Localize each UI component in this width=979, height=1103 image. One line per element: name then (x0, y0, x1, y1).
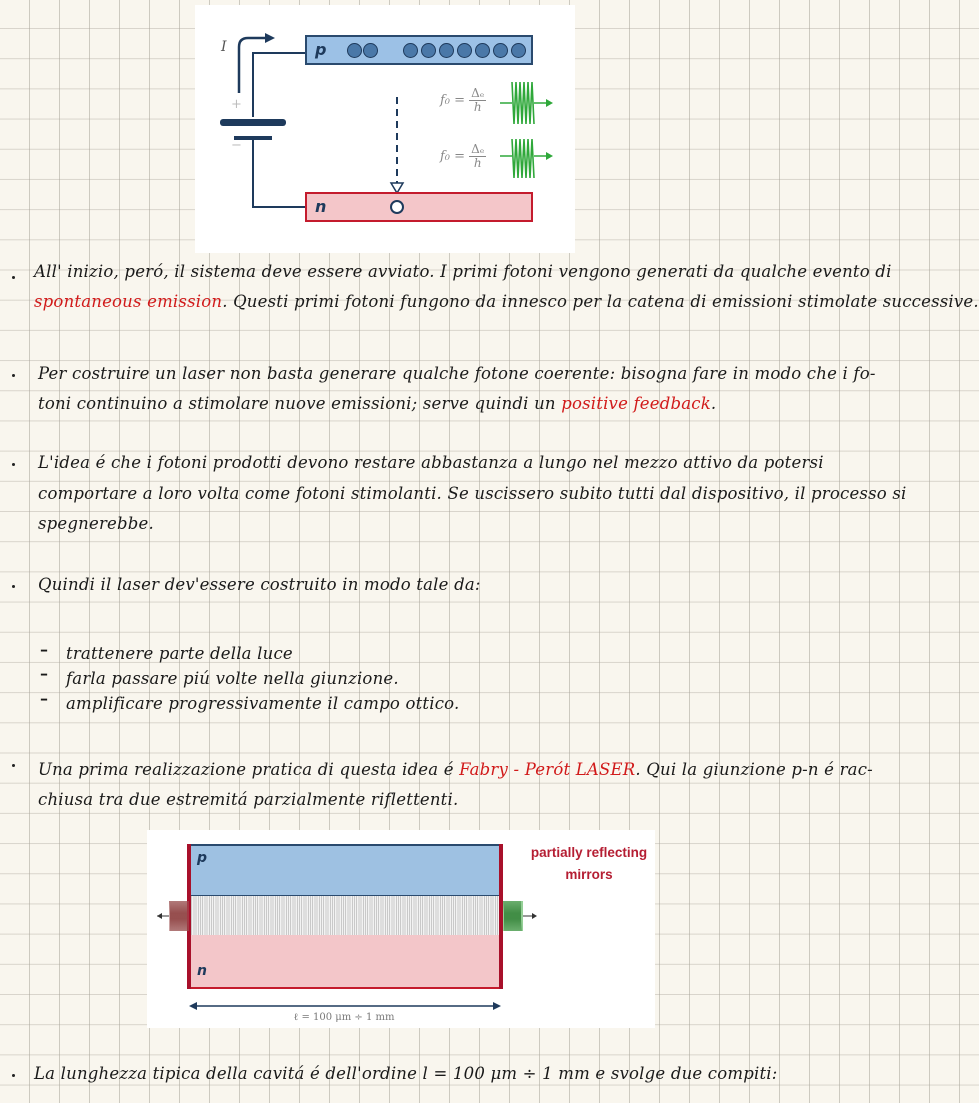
bullet-icon (12, 463, 15, 466)
paragraph-last: La lunghezza tipica della cavitá é dell'ordine l = 100 μm ÷ 1 mm e svolge due compiti: (34, 1064, 778, 1083)
text-span: Una prima realizzazione pratica di questa idea é (38, 760, 460, 779)
paragraph-fp-line-2 (38, 790, 458, 809)
text-span: . Qui la giunzione p-n é rac- (635, 760, 873, 779)
paragraph-fp-line-1 (38, 760, 873, 779)
battery-minus-sign: − (231, 138, 242, 153)
bullet-icon (12, 1074, 15, 1077)
text-span: Quindi il laser dev'essere costruito in modo tale da: (38, 575, 481, 594)
hole-icon (363, 43, 378, 58)
equation-lhs: f₀ = (440, 93, 466, 108)
list-dash: – (40, 689, 48, 708)
current-label: I (221, 39, 227, 55)
paragraph-2-line-1 (38, 364, 876, 383)
figure-fabry-perot-cavity (147, 830, 655, 1028)
hole-icon (511, 43, 526, 58)
n-label: n (315, 197, 327, 216)
fraction (469, 143, 486, 170)
equation-lhs: f₀ = (440, 149, 466, 164)
frequency-equation-1 (440, 87, 486, 114)
text-span: chiusa tra due estremitá parzialmente riflettenti. (38, 790, 459, 809)
list-item: farla passare piú volte nella giunzione. (66, 669, 399, 688)
photon-wave-icon (500, 136, 560, 182)
list-item: amplificare progressivamente il campo ottico. (66, 694, 460, 713)
p-label: p (197, 850, 208, 866)
p-region (189, 844, 499, 897)
paragraph-2-line-2 (38, 394, 716, 413)
highlight-spontaneous-emission: spontaneous emission (34, 292, 223, 311)
bullet-icon (12, 276, 15, 279)
n-label: n (197, 963, 207, 979)
mirror-annotation-line-2: mirrors (565, 867, 613, 882)
equation-denominator: h (473, 156, 482, 170)
equation-numerator: Δₑ (471, 86, 485, 100)
text-span: . (710, 394, 717, 413)
hole-icon (347, 43, 362, 58)
text-span: . Questi primi fotoni fungono da innesco per la catena di emissioni stimolate successive. (222, 292, 979, 311)
bullet-icon (12, 764, 15, 767)
mirror-annotation-line-1: partially reflecting (530, 845, 648, 860)
list-dash: – (40, 664, 48, 683)
electron-vacancy-icon (390, 200, 404, 214)
p-label: p (315, 40, 327, 59)
active-region-standing-wave (189, 895, 499, 938)
right-output-wave-icon (503, 898, 543, 934)
paragraph-3-line-3 (38, 514, 154, 533)
text-span: comportare a loro volta come fotoni stimolanti. Se uscissero subito tutti dal dispositivo, il processo si (38, 484, 907, 503)
hole-icon (439, 43, 454, 58)
list-dash: – (40, 640, 48, 659)
equation-denominator: h (473, 100, 482, 114)
hole-icon (403, 43, 418, 58)
text-span: spegnerebbe. (38, 514, 154, 533)
paragraph-3-line-2 (38, 484, 907, 503)
hole-icon (475, 43, 490, 58)
text-span: toni continuino a stimolare nuove emissioni; serve quindi un (38, 394, 562, 413)
hole-icon (493, 43, 508, 58)
text-span: L'idea é che i fotoni prodotti devono restare abbastanza a lungo nel mezzo attivo da potersi (38, 453, 824, 472)
equation-numerator: Δₑ (471, 142, 485, 156)
p-region-bar (305, 35, 533, 65)
frequency-equation-2 (440, 143, 486, 170)
bullet-icon (12, 585, 15, 588)
paragraph-4-line-1 (38, 575, 481, 594)
hole-icon (457, 43, 472, 58)
n-region (189, 935, 499, 989)
mirror-annotation (519, 842, 659, 886)
n-region-bar (305, 192, 533, 222)
bullet-icon (12, 374, 15, 377)
photon-wave-icon (500, 78, 560, 128)
figure-pn-junction-emission (195, 5, 575, 253)
fraction (469, 87, 486, 114)
paragraph-1-line-2 (34, 292, 979, 311)
paragraph-1-line-1 (34, 262, 892, 281)
paragraph-3-line-1 (38, 453, 824, 472)
list-item: trattenere parte della luce (66, 644, 293, 663)
highlight-fabry-perot-laser: Fabry - Perót LASER (459, 760, 636, 779)
length-arrow (189, 1000, 501, 1012)
left-output-wave-icon (155, 898, 191, 934)
highlight-positive-feedback: positive feedback (561, 394, 711, 413)
hole-icon (421, 43, 436, 58)
text-span: All' inizio, peró, il sistema deve essere avviato. I primi fotoni vengono generati da qualche evento di (34, 262, 892, 281)
battery-plus-sign: + (231, 97, 242, 112)
length-label: ℓ = 100 μm ÷ 1 mm (293, 1012, 395, 1023)
text-span: Per costruire un laser non basta generare qualche fotone coerente: bisogna fare in modo che i fo- (38, 364, 876, 383)
